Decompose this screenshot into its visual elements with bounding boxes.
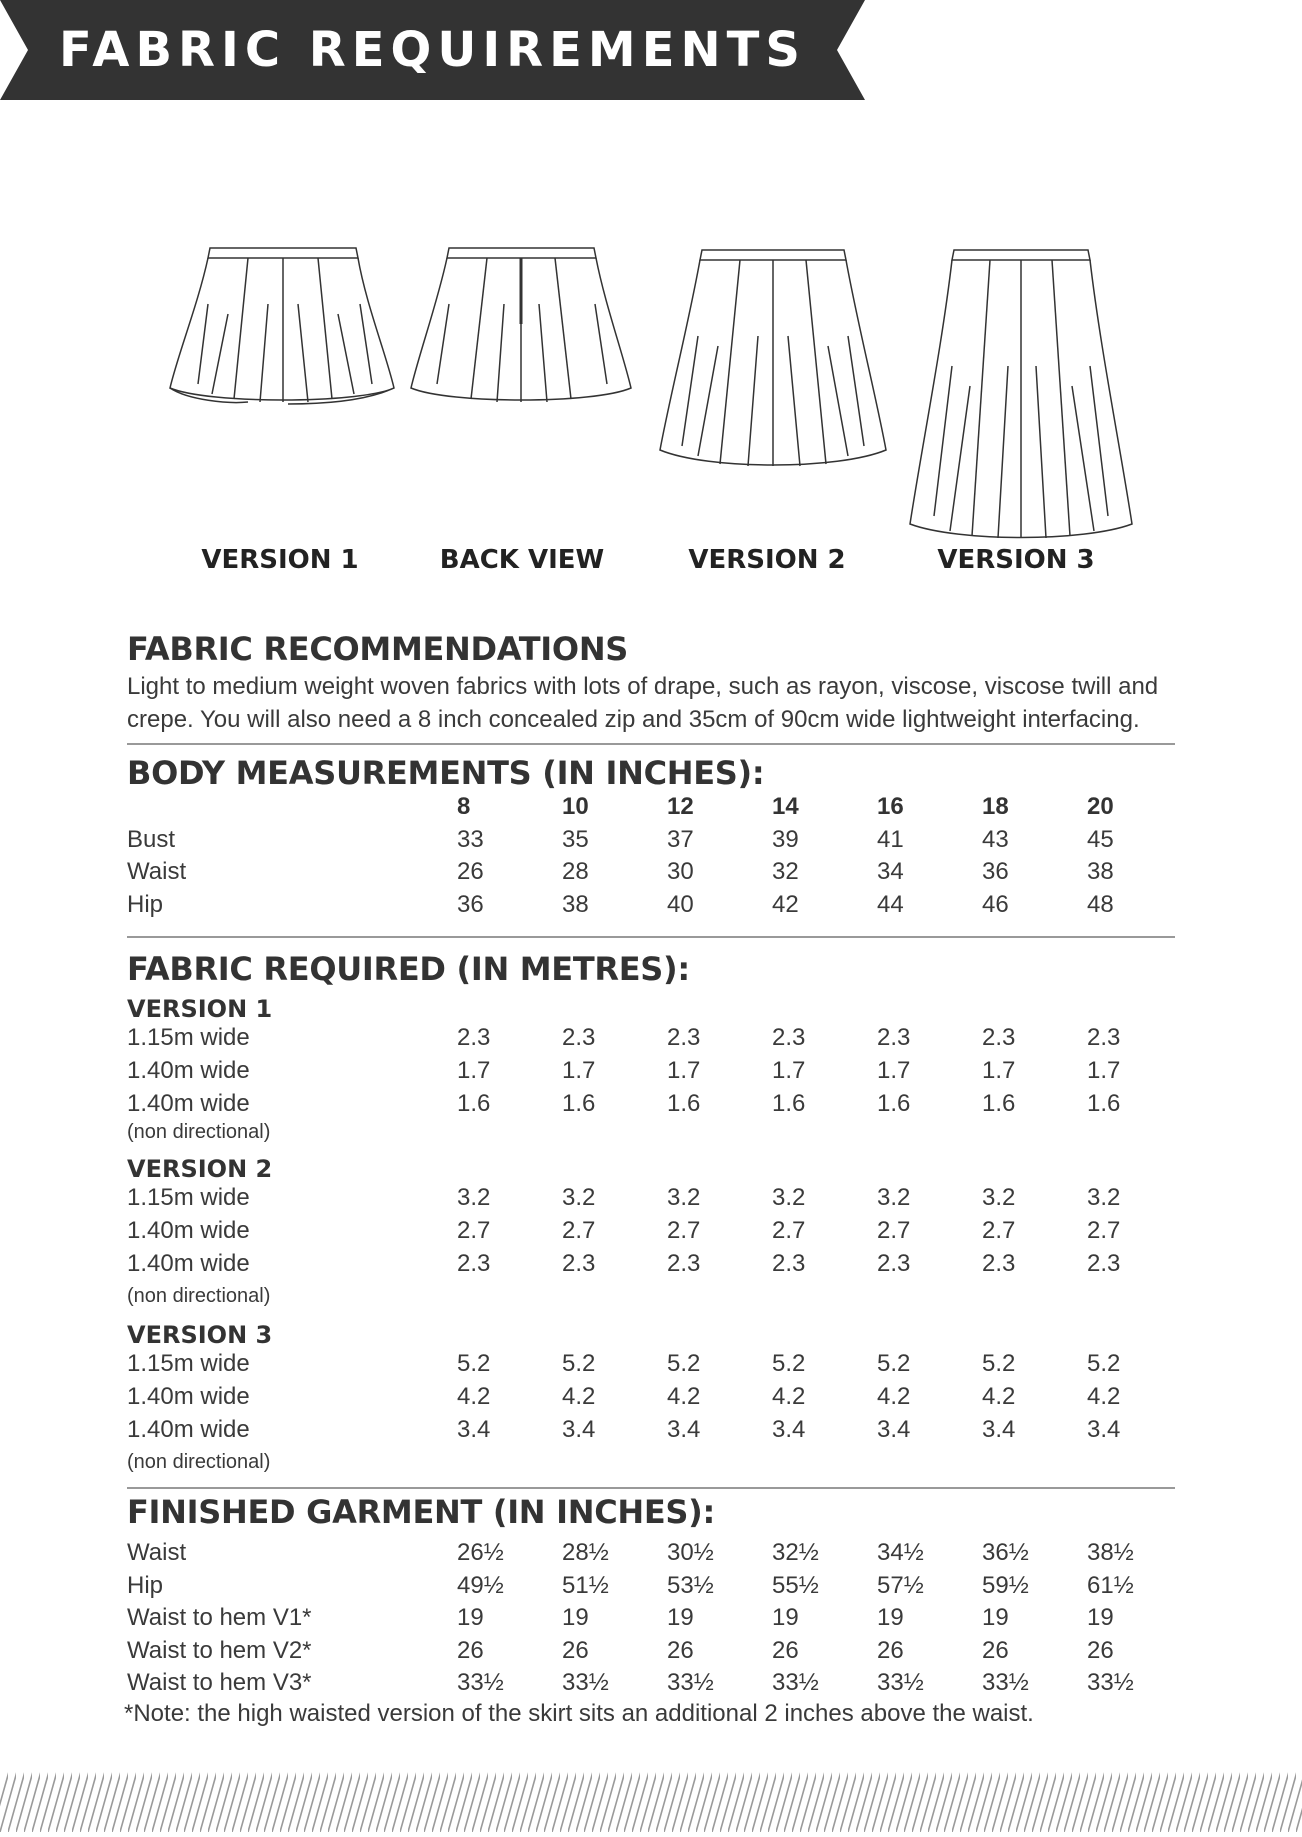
table-cell: 2.3 bbox=[982, 1024, 1016, 1051]
table-cell: 61½ bbox=[1087, 1572, 1134, 1599]
table-cell: 19 bbox=[667, 1604, 694, 1631]
table-cell: 33½ bbox=[877, 1669, 924, 1696]
table-cell: 2.7 bbox=[877, 1217, 911, 1244]
table-cell: 1.6 bbox=[877, 1090, 911, 1117]
table-cell: 4.2 bbox=[562, 1383, 596, 1410]
size-header: 10 bbox=[562, 793, 589, 820]
skirt-version-2-illustration bbox=[658, 246, 888, 476]
table-cell: 4.2 bbox=[1087, 1383, 1121, 1410]
fabric-recommendations-heading: FABRIC RECOMMENDATIONS bbox=[127, 630, 629, 668]
table-cell: 59½ bbox=[982, 1572, 1029, 1599]
table-cell: 38 bbox=[1087, 858, 1114, 885]
table-cell: 19 bbox=[457, 1604, 484, 1631]
table-cell: 36 bbox=[982, 858, 1009, 885]
table-cell: 5.2 bbox=[562, 1350, 596, 1377]
table-cell: 2.7 bbox=[1087, 1217, 1121, 1244]
fabric-recommendations-line-2: crepe. You will also need a 8 inch concealed zip and 35cm of 90cm wide lightweight interfacing. bbox=[127, 706, 1140, 733]
divider bbox=[127, 743, 1175, 745]
table-cell: 2.3 bbox=[1087, 1250, 1121, 1277]
table-cell: 30 bbox=[667, 858, 694, 885]
table-cell: 38½ bbox=[1087, 1539, 1134, 1566]
finished-garment-heading: FINISHED GARMENT (IN INCHES): bbox=[127, 1493, 716, 1531]
table-cell: 2.3 bbox=[772, 1250, 806, 1277]
table-cell: 33½ bbox=[772, 1669, 819, 1696]
table-cell: 46 bbox=[982, 891, 1009, 918]
body-measurements-heading: BODY MEASUREMENTS (IN INCHES): bbox=[127, 754, 765, 792]
table-cell: 26 bbox=[1087, 1637, 1114, 1664]
table-cell: 51½ bbox=[562, 1572, 609, 1599]
table-cell: 38 bbox=[562, 891, 589, 918]
table-cell: 3.4 bbox=[457, 1416, 491, 1443]
size-header: 20 bbox=[1087, 793, 1114, 820]
table-cell: 2.7 bbox=[667, 1217, 701, 1244]
table-cell: 33½ bbox=[562, 1669, 609, 1696]
label-version-2: VERSION 2 bbox=[688, 545, 846, 575]
size-header: 12 bbox=[667, 793, 694, 820]
table-cell: 5.2 bbox=[877, 1350, 911, 1377]
table-cell: 2.7 bbox=[772, 1217, 806, 1244]
table-cell: 3.2 bbox=[667, 1184, 701, 1211]
fabric-required-heading: FABRIC REQUIRED (IN METRES): bbox=[127, 950, 690, 988]
table-cell: 28 bbox=[562, 858, 589, 885]
row-label: Waist to hem V3* bbox=[127, 1669, 312, 1696]
version-3-subheading: VERSION 3 bbox=[127, 1321, 273, 1349]
table-cell: 2.3 bbox=[877, 1250, 911, 1277]
table-cell: 34 bbox=[877, 858, 904, 885]
table-cell: 26 bbox=[982, 1637, 1009, 1664]
table-cell: 1.6 bbox=[1087, 1090, 1121, 1117]
row-label: 1.40m wide bbox=[127, 1057, 250, 1084]
skirt-version-3-illustration bbox=[908, 246, 1134, 546]
row-label: 1.40m wide bbox=[127, 1416, 250, 1443]
row-label: Waist to hem V2* bbox=[127, 1637, 312, 1664]
table-cell: 2.3 bbox=[457, 1250, 491, 1277]
size-header: 14 bbox=[772, 793, 799, 820]
skirt-back-view-illustration bbox=[409, 244, 634, 414]
table-cell: 26 bbox=[667, 1637, 694, 1664]
table-cell: 3.4 bbox=[1087, 1416, 1121, 1443]
table-cell: 3.4 bbox=[667, 1416, 701, 1443]
table-cell: 30½ bbox=[667, 1539, 714, 1566]
table-cell: 1.7 bbox=[667, 1057, 701, 1084]
skirt-version-1-illustration bbox=[168, 244, 398, 414]
table-cell: 1.6 bbox=[982, 1090, 1016, 1117]
table-cell: 33½ bbox=[982, 1669, 1029, 1696]
table-cell: 2.7 bbox=[457, 1217, 491, 1244]
row-label: 1.15m wide bbox=[127, 1350, 250, 1377]
row-label: Hip bbox=[127, 891, 164, 918]
row-label: 1.15m wide bbox=[127, 1024, 250, 1051]
table-cell: 2.3 bbox=[457, 1024, 491, 1051]
table-cell: 41 bbox=[877, 826, 904, 853]
table-cell: 19 bbox=[772, 1604, 799, 1631]
table-cell: 37 bbox=[667, 826, 694, 853]
table-cell: 2.3 bbox=[877, 1024, 911, 1051]
table-cell: 3.4 bbox=[877, 1416, 911, 1443]
table-cell: 2.7 bbox=[982, 1217, 1016, 1244]
table-cell: 33½ bbox=[457, 1669, 504, 1696]
table-cell: 5.2 bbox=[667, 1350, 701, 1377]
divider bbox=[127, 1487, 1175, 1489]
table-cell: 1.7 bbox=[982, 1057, 1016, 1084]
table-cell: 26 bbox=[562, 1637, 589, 1664]
table-cell: 19 bbox=[1087, 1604, 1114, 1631]
table-cell: 48 bbox=[1087, 891, 1114, 918]
version-1-subheading: VERSION 1 bbox=[127, 995, 273, 1023]
table-cell: 1.6 bbox=[562, 1090, 596, 1117]
label-version-3: VERSION 3 bbox=[937, 545, 1095, 575]
table-cell: 39 bbox=[772, 826, 799, 853]
row-label: 1.15m wide bbox=[127, 1184, 250, 1211]
footnote: *Note: the high waisted version of the skirt sits an additional 2 inches above the waist. bbox=[124, 1700, 1034, 1727]
table-cell: 36½ bbox=[982, 1539, 1029, 1566]
table-cell: 5.2 bbox=[457, 1350, 491, 1377]
table-cell: 26 bbox=[457, 1637, 484, 1664]
table-cell: 5.2 bbox=[772, 1350, 806, 1377]
table-cell: 2.3 bbox=[562, 1024, 596, 1051]
row-label: Waist bbox=[127, 858, 187, 885]
decorative-stripe-band bbox=[0, 1768, 1302, 1832]
table-cell: 3.2 bbox=[457, 1184, 491, 1211]
table-cell: 34½ bbox=[877, 1539, 924, 1566]
non-directional-note: (non directional) bbox=[127, 1451, 271, 1473]
table-cell: 2.3 bbox=[562, 1250, 596, 1277]
table-cell: 2.7 bbox=[562, 1217, 596, 1244]
table-cell: 1.7 bbox=[457, 1057, 491, 1084]
table-cell: 33½ bbox=[1087, 1669, 1134, 1696]
size-header: 16 bbox=[877, 793, 904, 820]
table-cell: 26½ bbox=[457, 1539, 504, 1566]
table-cell: 32½ bbox=[772, 1539, 819, 1566]
table-cell: 49½ bbox=[457, 1572, 504, 1599]
title-banner bbox=[0, 0, 865, 100]
row-label: Waist bbox=[127, 1539, 187, 1566]
table-cell: 1.6 bbox=[457, 1090, 491, 1117]
table-cell: 2.3 bbox=[1087, 1024, 1121, 1051]
row-label: Hip bbox=[127, 1572, 164, 1599]
version-2-subheading: VERSION 2 bbox=[127, 1155, 273, 1183]
row-label: 1.40m wide bbox=[127, 1090, 250, 1117]
row-label: Waist to hem V1* bbox=[127, 1604, 312, 1631]
table-cell: 57½ bbox=[877, 1572, 924, 1599]
row-label: 1.40m wide bbox=[127, 1217, 250, 1244]
size-header: 18 bbox=[982, 793, 1009, 820]
label-back-view: BACK VIEW bbox=[439, 545, 605, 575]
table-cell: 1.7 bbox=[772, 1057, 806, 1084]
table-cell: 1.7 bbox=[562, 1057, 596, 1084]
table-cell: 35 bbox=[562, 826, 589, 853]
divider bbox=[127, 936, 1175, 938]
table-cell: 5.2 bbox=[982, 1350, 1016, 1377]
table-cell: 4.2 bbox=[982, 1383, 1016, 1410]
table-cell: 44 bbox=[877, 891, 904, 918]
table-cell: 3.2 bbox=[772, 1184, 806, 1211]
table-cell: 19 bbox=[562, 1604, 589, 1631]
table-cell: 1.7 bbox=[877, 1057, 911, 1084]
size-header: 8 bbox=[457, 793, 471, 820]
table-cell: 45 bbox=[1087, 826, 1114, 853]
table-cell: 26 bbox=[877, 1637, 904, 1664]
non-directional-note: (non directional) bbox=[127, 1285, 271, 1307]
table-cell: 2.3 bbox=[772, 1024, 806, 1051]
table-cell: 42 bbox=[772, 891, 799, 918]
table-cell: 4.2 bbox=[772, 1383, 806, 1410]
table-cell: 3.2 bbox=[1087, 1184, 1121, 1211]
table-cell: 55½ bbox=[772, 1572, 819, 1599]
table-cell: 32 bbox=[772, 858, 799, 885]
row-label: 1.40m wide bbox=[127, 1250, 250, 1277]
table-cell: 1.7 bbox=[1087, 1057, 1121, 1084]
table-cell: 33 bbox=[457, 826, 484, 853]
table-cell: 33½ bbox=[667, 1669, 714, 1696]
table-cell: 4.2 bbox=[667, 1383, 701, 1410]
table-cell: 3.2 bbox=[562, 1184, 596, 1211]
table-cell: 40 bbox=[667, 891, 694, 918]
table-cell: 19 bbox=[877, 1604, 904, 1631]
row-label: 1.40m wide bbox=[127, 1383, 250, 1410]
table-cell: 43 bbox=[982, 826, 1009, 853]
table-cell: 3.2 bbox=[982, 1184, 1016, 1211]
table-cell: 53½ bbox=[667, 1572, 714, 1599]
row-label: Bust bbox=[127, 826, 176, 853]
non-directional-note: (non directional) bbox=[127, 1121, 271, 1143]
table-cell: 36 bbox=[457, 891, 484, 918]
table-cell: 1.6 bbox=[772, 1090, 806, 1117]
table-cell: 3.2 bbox=[877, 1184, 911, 1211]
table-cell: 19 bbox=[982, 1604, 1009, 1631]
table-cell: 4.2 bbox=[877, 1383, 911, 1410]
table-cell: 2.3 bbox=[667, 1250, 701, 1277]
table-cell: 2.3 bbox=[982, 1250, 1016, 1277]
table-cell: 26 bbox=[772, 1637, 799, 1664]
page-title: FABRIC REQUIREMENTS bbox=[59, 22, 806, 78]
table-cell: 26 bbox=[457, 858, 484, 885]
table-cell: 5.2 bbox=[1087, 1350, 1121, 1377]
table-cell: 3.4 bbox=[772, 1416, 806, 1443]
table-cell: 28½ bbox=[562, 1539, 609, 1566]
table-cell: 1.6 bbox=[667, 1090, 701, 1117]
table-cell: 4.2 bbox=[457, 1383, 491, 1410]
fabric-recommendations-line-1: Light to medium weight woven fabrics with lots of drape, such as rayon, viscose, viscose twill and bbox=[127, 673, 1159, 700]
table-cell: 3.4 bbox=[562, 1416, 596, 1443]
table-cell: 3.4 bbox=[982, 1416, 1016, 1443]
label-version-1: VERSION 1 bbox=[201, 545, 359, 575]
table-cell: 2.3 bbox=[667, 1024, 701, 1051]
